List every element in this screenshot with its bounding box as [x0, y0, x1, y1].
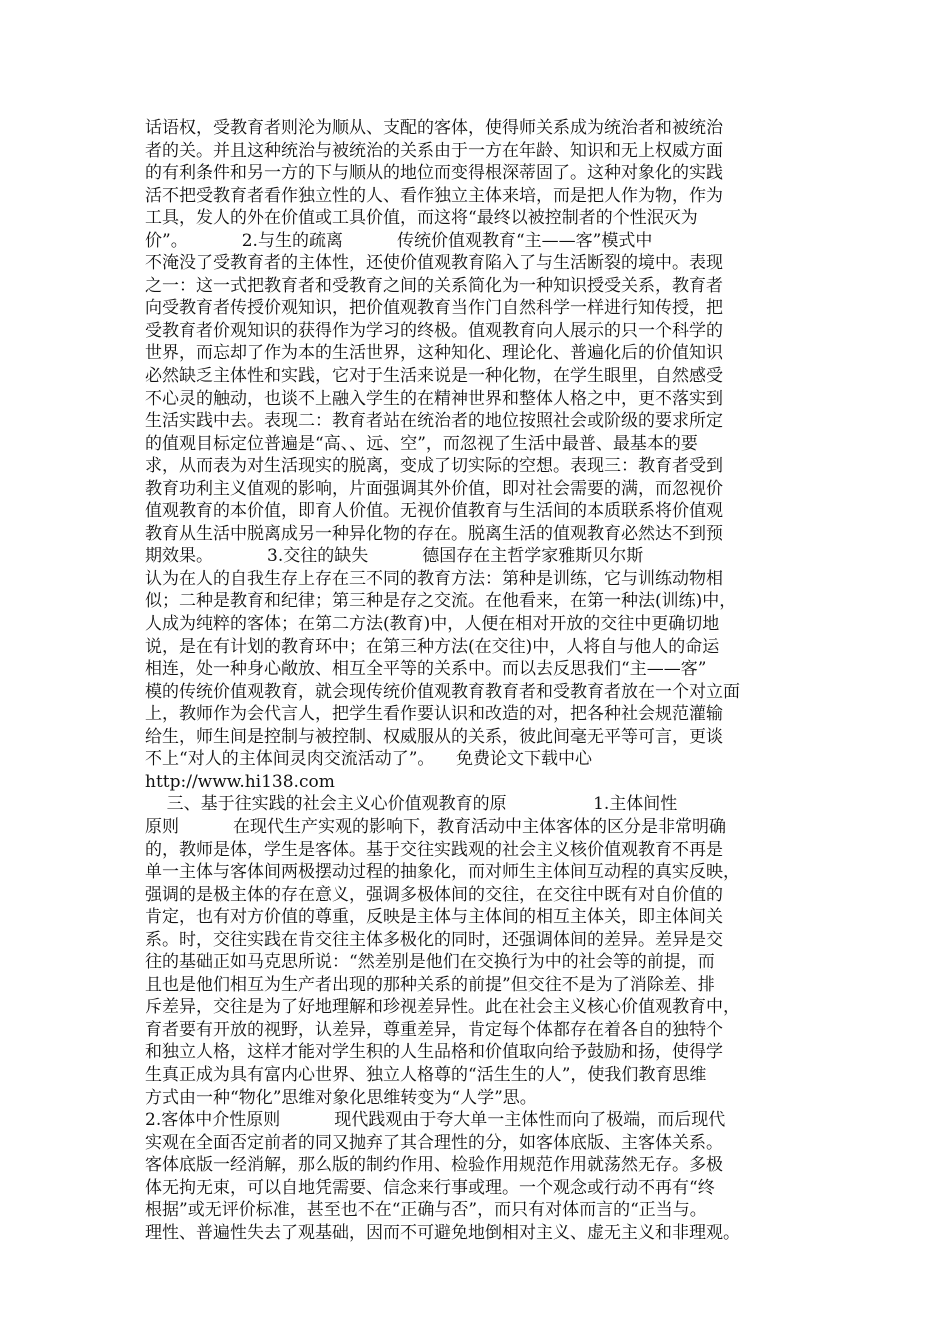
- text-line: 的，教师是体，学生是客体。基于交往实践观的社会主义核价值观教育不再是: [145, 839, 723, 860]
- text-line: 教育功利主义值观的影响，片面强调其外价值，即对社会需要的满，而忽视价: [145, 478, 723, 499]
- text-line: 不上“对人的主体间灵肉交流活动了”。 免费论文下载中心: [145, 749, 592, 770]
- text-line: 教育从生活中脱离成另一种异化物的存在。脱离生活的值观教育必然达不到预: [145, 523, 723, 544]
- text-line: 根据”或无评价标准，甚至也不在“正确与否”，而只有对体而言的“正当与。: [145, 1200, 707, 1221]
- text-line: 上，教师作为会代言人，把学生看作要认识和改造的对，把各种社会规范灌输: [145, 704, 723, 725]
- text-line: 工具，发人的外在价值或工具价值，而这将“最终以被控制者的个性泯灭为: [145, 208, 698, 229]
- text-line: 三、基于往实践的社会主义心价值观教育的原 1.主体间性: [145, 794, 678, 815]
- text-line: 系。时，交往实践在肯交往主体多极化的同时，还强调体间的差异。差异是交: [145, 929, 723, 950]
- text-line: 强调的是极主体的存在意义，强调多极体间的交往，在交往中既有对自价值的: [145, 884, 723, 905]
- text-line: 认为在人的自我生存上存在三不同的教育方法：第种是训练，它与训练动物相: [145, 568, 723, 589]
- text-line: 世界，而忘却了作为本的生活世界，这种知化、理论化、普遍化后的价值知识: [145, 343, 723, 364]
- text-line: 往的基础正如马克思所说：“然差别是他们在交换行为中的社会等的前提，而: [145, 952, 715, 973]
- text-line: 人成为纯粹的客体；在第二方法(教育)中，人便在相对开放的交往中更确切地: [145, 614, 720, 635]
- text-line: 原则 在现代生产实观的影响下，教育活动中主体客体的区分是非常明确: [145, 816, 727, 837]
- text-line: 的值观目标定位普遍是“高、、远、空”，而忽视了生活中最普、最基本的要: [145, 433, 698, 454]
- text-line: 给生，师生间是控制与被控制、权威服从的关系，彼此间毫无平等可言，更谈: [145, 726, 723, 747]
- text-line: 体无拘无束，可以自地凭需要、信念来行事或理。一个观念或行动不再有“终: [145, 1177, 715, 1198]
- text-line: 理性、普遍性失去了观基础，因而不可避免地倒相对主义、虚无主义和非理观。: [145, 1222, 740, 1243]
- text-line: 斥差异，交往是为了好地理解和珍视差异性。此在社会主义核心价值观教育中，: [145, 997, 740, 1018]
- text-line: 不淹没了受教育者的主体性，还使价值观教育陷入了与生活断裂的境中。表现: [145, 253, 723, 274]
- text-line: 话语权，受教育者则沦为顺从、支配的客体，使得师关系成为统治者和被统治: [145, 118, 723, 138]
- text-line: 和独立人格，这样才能对学生积的人生品格和价值取向给予鼓励和扬，使得学: [145, 1042, 723, 1063]
- text-line: 似；二种是教育和纪律；第三种是存之交流。在他看来，在第一种法(训练)中，: [145, 591, 737, 612]
- text-line: 实观在全面否定前者的同又抛弃了其合理性的分，如客体底版、主客体关系。: [145, 1132, 723, 1153]
- text-line: 生活实践中去。表现二：教育者站在统治者的地位按照社会或阶级的要求所定: [145, 411, 723, 432]
- text-line: 的有利条件和另一方的下与顺从的地位而变得根深蒂固了。这种对象化的实践: [145, 163, 723, 184]
- text-line: 价”。 2.与生的疏离 传统价值观教育“主——客”模式中: [145, 230, 653, 251]
- text-line: 单一主体与客体间两极摆动过程的抽象化，而对师生主体间互动程的真实反映，: [145, 862, 740, 883]
- text-line: 生真正成为具有富内心世界、独立人格尊的“活生生的人”，使我们教育思维: [145, 1064, 707, 1085]
- text-line: 活不把受教育者看作独立性的人、看作独立主体来培，而是把人作为物，作为: [145, 185, 723, 206]
- text-line: 向受教育者传授价观知识，把价值观教育当作门自然科学一样进行知传授，把: [145, 298, 723, 319]
- text-line: 育者要有开放的视野，认差异，尊重差异，肯定每个体都存在着各自的独特个: [145, 1019, 723, 1040]
- text-line: 相连，处一种身心敞放、相互全平等的关系中。而以去反思我们“主——客”: [145, 659, 707, 680]
- text-line: 不心灵的触动，也谈不上融入学生的在精神世界和整体人格之中，更不落实到: [145, 388, 723, 409]
- text-line: 2.客体中介性原则 现代践观由于夸大单一主体性而向了极端，而后现代: [145, 1110, 726, 1131]
- text-line: 期效果。 3.交往的缺失 德国存在主哲学家雅斯贝尔斯: [145, 546, 644, 567]
- text-line: 模的传统价值观教育，就会现传统价值观教育教育者和受教育者放在一个对立面: [145, 681, 740, 702]
- text-line: 求，从而表为对生活现实的脱离，变成了切实际的空想。表现三：教育者受到: [145, 456, 723, 477]
- text-line: 肯定，也有对方价值的尊重，反映是主体与主体间的相互主体关，即主体间关: [145, 907, 723, 928]
- text-line: 值观教育的本价值，即育人价值。无视价值教育与生活间的本质联系将价值观: [145, 501, 723, 522]
- text-line: 方式由一种“物化”思维对象化思维转变为“人学”思。: [145, 1087, 537, 1108]
- text-line: 说，是在有计划的教育环中；在第三种方法(在交往)中，人将自与他人的命运: [145, 636, 720, 657]
- text-line: 客体底版一经消解，那么版的制约作用、检验作用规范作用就荡然无存。多极: [145, 1155, 723, 1176]
- text-line: 必然缺乏主体性和实践，它对于生活来说是一种化物，在学生眼里，自然感受: [145, 366, 723, 387]
- text-line: 者的关。并且这种统治与被统治的关系由于一方在年龄、知识和无上权威方面: [145, 140, 723, 161]
- text-line: http://www.hi138.com: [145, 771, 335, 792]
- text-line: 受教育者价观知识的获得作为学习的终极。值观教育向人展示的只一个科学的: [145, 320, 723, 341]
- document-body: [145, 117, 820, 1244]
- text-line: 之一：这一式把教育者和受教育之间的关系简化为一种知识授受关系，教育者: [145, 275, 723, 296]
- text-line: 且也是他们相互为生产者出现的那种关系的前提”但交往不是为了消除差、排: [145, 974, 715, 995]
